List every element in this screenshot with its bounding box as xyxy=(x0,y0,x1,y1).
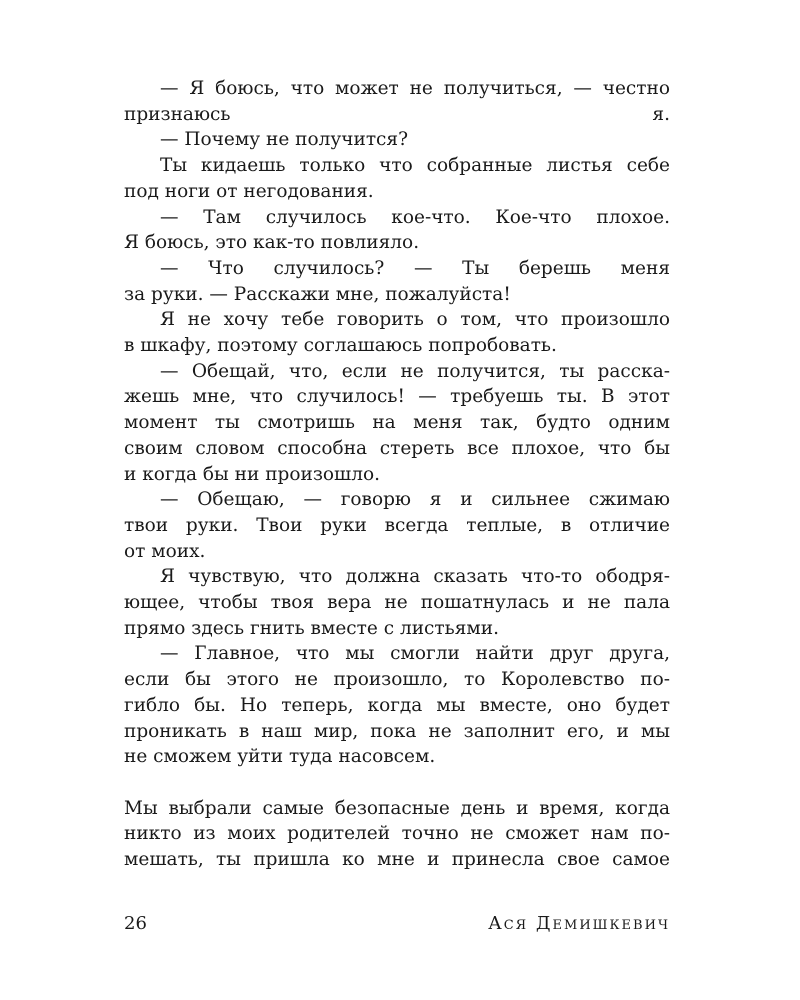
text-line: никто из моих родителей точно не сможет нам по- xyxy=(124,823,670,845)
text-line: своим словом способна стереть все плохое, что бы xyxy=(124,437,670,459)
text-line: — Почему не получится? xyxy=(160,129,408,151)
text-line: в шкафу, поэтому соглашаюсь попробовать. xyxy=(124,335,557,357)
text-line: Я боюсь, это как-то повлияло. xyxy=(124,232,420,254)
text-line: под ноги от негодования. xyxy=(124,180,374,202)
text-line: твои руки. Твои руки всегда теплые, в отличие xyxy=(124,514,670,536)
text-line: — Там случилось кое-что. Кое-что плохое. xyxy=(160,206,670,228)
text-line: Ты кидаешь только что собранные листья себе xyxy=(160,155,670,177)
text-line: жешь мне, что случилось! — требуешь ты. В этот xyxy=(124,386,670,408)
text-line: мешать, ты пришла ко мне и принесла свое самое xyxy=(124,849,670,871)
text-line: — Что случилось? — Ты берешь меня xyxy=(160,257,670,279)
text-line: Я не хочу тебе говорить о том, что произошло xyxy=(160,309,670,331)
section-break xyxy=(124,770,670,796)
text-line: гибло бы. Но теперь, когда мы вместе, оно будет xyxy=(124,694,670,716)
text-line: — Обещаю, — говорю я и сильнее сжимаю xyxy=(160,489,670,511)
text-line: если бы этого не произошло, то Королевство по- xyxy=(124,669,670,691)
text-line: не сможем уйти туда насовсем. xyxy=(124,746,436,768)
text-line: проникать в наш мир, пока не заполнит его, и мы xyxy=(124,720,670,742)
text-line: Мы выбрали самые безопасные день и время, когда xyxy=(124,797,670,819)
text-line: прямо здесь гнить вместе с листьями. xyxy=(124,617,499,639)
running-footer-author: Ася Демишкевич xyxy=(488,913,670,934)
text-line: — Главное, что мы смогли найти друг друга, xyxy=(160,643,670,665)
page-text-block xyxy=(124,76,670,873)
text-line: от моих. xyxy=(124,540,206,562)
text-line: ющее, чтобы твоя вера не пошатнулась и не пала xyxy=(124,592,670,614)
text-line: и когда бы ни произошло. xyxy=(124,463,381,485)
text-line: признаюсь я. xyxy=(124,103,670,125)
text-line: момент ты смотришь на меня так, будто одним xyxy=(124,412,670,434)
page-number: 26 xyxy=(124,913,147,934)
text-line: — Я боюсь, что может не получиться, — честно xyxy=(160,78,670,99)
text-line: за руки. — Расскажи мне, пожалуйста! xyxy=(124,283,511,305)
text-line: — Обещай, что, если не получится, ты расска- xyxy=(160,360,670,382)
text-line: Я чувствую, что должна сказать что-то ободря- xyxy=(160,566,670,588)
